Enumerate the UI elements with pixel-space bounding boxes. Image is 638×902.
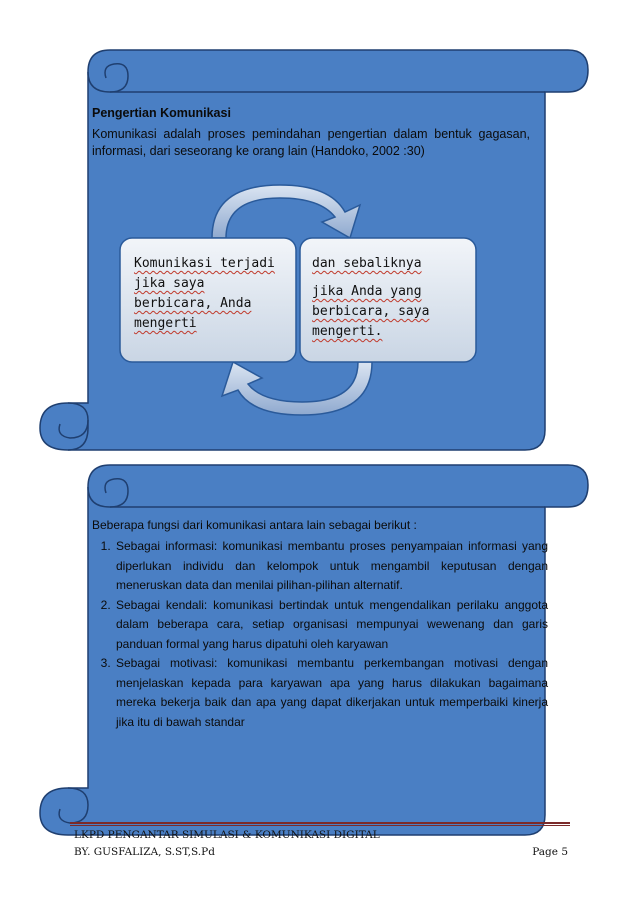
- diagram-left-label: Komunikasi terjadi jika saya berbicara, Anda mengerti: [134, 256, 275, 331]
- section1-title: Pengertian Komunikasi: [92, 106, 231, 120]
- diagram-right-text: [312, 254, 462, 350]
- diagram-left-text: [134, 254, 284, 334]
- diagram-right-line2: jika Anda yang berbicara, saya mengerti.: [312, 284, 430, 339]
- page-number: Page 5: [532, 846, 568, 858]
- footer-divider-thin: [70, 825, 570, 826]
- footer-title: LKPD PENGANTAR SIMULASI & KOMUNIKASI DIGITAL: [74, 829, 380, 841]
- list-item: 1. Sebagai informasi: komunikasi membantu proses penyampaian informasi yang diperlukan individu dan kelompok untuk mengambil keputusan dengan meneruskan data dan menilai pilihan-pilihan alternatif.: [114, 537, 548, 596]
- footer-author: BY. GUSFALIZA, S.ST,S.Pd: [74, 846, 215, 858]
- footer-divider: [70, 822, 570, 824]
- section1-body: Komunikasi adalah proses pemindahan pengertian dalam bentuk gagasan, informasi, dari seseorang ke orang lain (Handoko, 2002 :30): [92, 127, 530, 158]
- list-item: 3. Sebagai motivasi: komunikasi membantu perkembangan motivasi dengan menjelaskan kepada para karyawan apa yang harus dilakukan bagaimana mereka bekerja baik dan apa yang dapat dikerjakan untuk memperbaiki kinerja jika itu di bawah standar: [114, 654, 548, 732]
- functions-list: [92, 537, 548, 732]
- list-item: 2. Sebagai kendali: komunikasi bertindak untuk mengendalikan perilaku anggota dalam beberapa cara, setiap organisasi mempunyai wewenang dan garis panduan formal yang harus dipatuhi oleh karyawan: [114, 596, 548, 655]
- section2-intro: Beberapa fungsi dari komunikasi antara lain sebagai berikut :: [92, 518, 417, 532]
- diagram-right-line1: dan sebaliknya: [312, 256, 422, 271]
